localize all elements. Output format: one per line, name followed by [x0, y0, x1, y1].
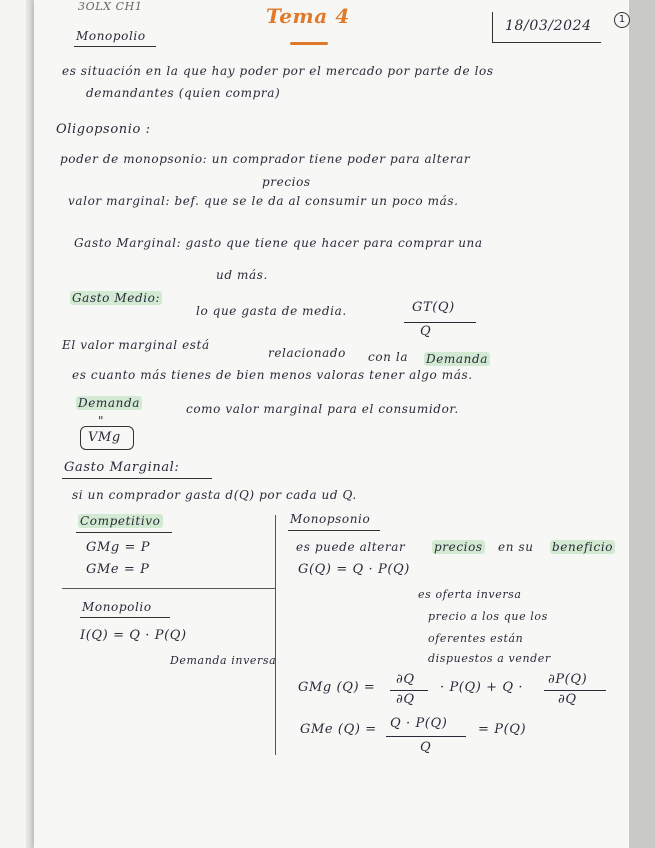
competitivo-eq2: GMe = P: [86, 562, 150, 577]
gmg-frac1-bar: [390, 690, 428, 691]
table-divider-horizontal: [62, 588, 275, 589]
monopsonio-note4: dispuestos a vender: [428, 652, 551, 665]
competitivo-heading: Competitivo: [80, 514, 161, 528]
gasto-marginal-heading: Gasto Marginal:: [64, 460, 180, 475]
monopsonio-note2: precio a los que los: [428, 610, 548, 623]
monopsonio-line1-d: beneficio: [552, 540, 614, 554]
poder-monopsonio-cont: precios: [262, 175, 311, 189]
poder-monopsonio: poder de monopsonio: un comprador tiene poder para alterar: [60, 152, 471, 166]
monopolio2-note: Demanda inversa: [170, 654, 277, 667]
gasto-medio-denominator: Q: [420, 324, 432, 339]
monopolio-heading: Monopolio: [76, 29, 146, 43]
gme-eq-left: GMe (Q) =: [300, 722, 377, 737]
corner-note: 3OLX CH1: [78, 0, 143, 13]
gasto-medio-numerator: GT(Q): [412, 300, 455, 315]
page-number: 1: [614, 12, 630, 28]
monopolio2-heading: Monopolio: [82, 600, 152, 614]
gasto-marginal-def-cont: ud más.: [216, 268, 268, 282]
monopolio-underline: [74, 46, 156, 47]
gme-right: = P(Q): [478, 722, 527, 737]
gmg-eq-left: GMg (Q) =: [298, 680, 376, 695]
gme-bar: [386, 736, 466, 737]
gasto-medio-text: lo que gasta de media.: [196, 304, 347, 318]
gmg-eq-mid: · P(Q) + Q ·: [440, 680, 524, 695]
valor-line2: es cuanto más tienes de bien menos valoras tener algo más.: [72, 368, 473, 382]
competitivo-underline: [76, 532, 172, 533]
table-divider-vertical: [275, 515, 276, 755]
gmg-frac1-num: ∂Q: [396, 672, 415, 687]
gasto-medio-fraction-bar: [404, 322, 476, 323]
monopolio2-underline: [80, 617, 170, 618]
monopsonio-line1-b: precios: [434, 540, 483, 554]
monopsonio-underline: [288, 530, 380, 531]
monopolio2-eq: I(Q) = Q · P(Q): [80, 628, 187, 643]
date: 18/03/2024: [505, 18, 592, 34]
valor-line3-a: Demanda: [78, 396, 141, 410]
oligopsonio-heading: Oligopsonio :: [56, 122, 151, 137]
gasto-marginal-def: Gasto Marginal: gasto que tiene que hacer para comprar una: [74, 236, 483, 250]
gmg-frac2-den: ∂Q: [558, 692, 577, 707]
vmg-label: VMg: [88, 430, 121, 445]
valor-line1-c: con la: [368, 350, 409, 364]
monopsonio-line1-c: en su: [498, 540, 534, 554]
monopsonio-line1-a: es puede alterar: [296, 540, 406, 554]
monopsonio-eq1: G(Q) = Q · P(Q): [298, 562, 410, 577]
page-edge: [629, 0, 655, 848]
vmg-mark: ": [98, 414, 105, 428]
monopsonio-note3: oferentes están: [428, 632, 524, 645]
valor-line1-a: El valor marginal está: [62, 338, 210, 352]
gme-den: Q: [420, 740, 432, 755]
monopsonio-note1: es oferta inversa: [418, 588, 522, 601]
competitivo-eq1: GMg = P: [86, 540, 151, 555]
gasto-marginal-line: si un comprador gasta d(Q) por cada ud Q.: [72, 488, 357, 502]
monopolio-line2: demandantes (quien compra): [86, 86, 281, 100]
gasto-marginal-underline: [62, 478, 212, 479]
title-underline: [290, 42, 328, 45]
gasto-medio-label: Gasto Medio:: [72, 291, 161, 305]
monopsonio-heading: Monopsonio: [290, 512, 371, 526]
valor-line1-b: relacionado: [268, 346, 347, 360]
monopolio-line1: es situación en la que hay poder por el mercado por parte de los: [62, 64, 494, 78]
gmg-frac2-bar: [544, 690, 606, 691]
valor-marginal-def: valor marginal: bef. que se le da al consumir un poco más.: [68, 194, 459, 208]
page-title: Tema 4: [266, 4, 350, 28]
gmg-frac1-den: ∂Q: [396, 692, 415, 707]
valor-line1-d: Demanda: [426, 352, 489, 366]
gmg-frac2-num: ∂P(Q): [548, 672, 588, 687]
gme-num: Q · P(Q): [390, 716, 448, 731]
valor-line3-b: como valor marginal para el consumidor.: [186, 402, 459, 416]
